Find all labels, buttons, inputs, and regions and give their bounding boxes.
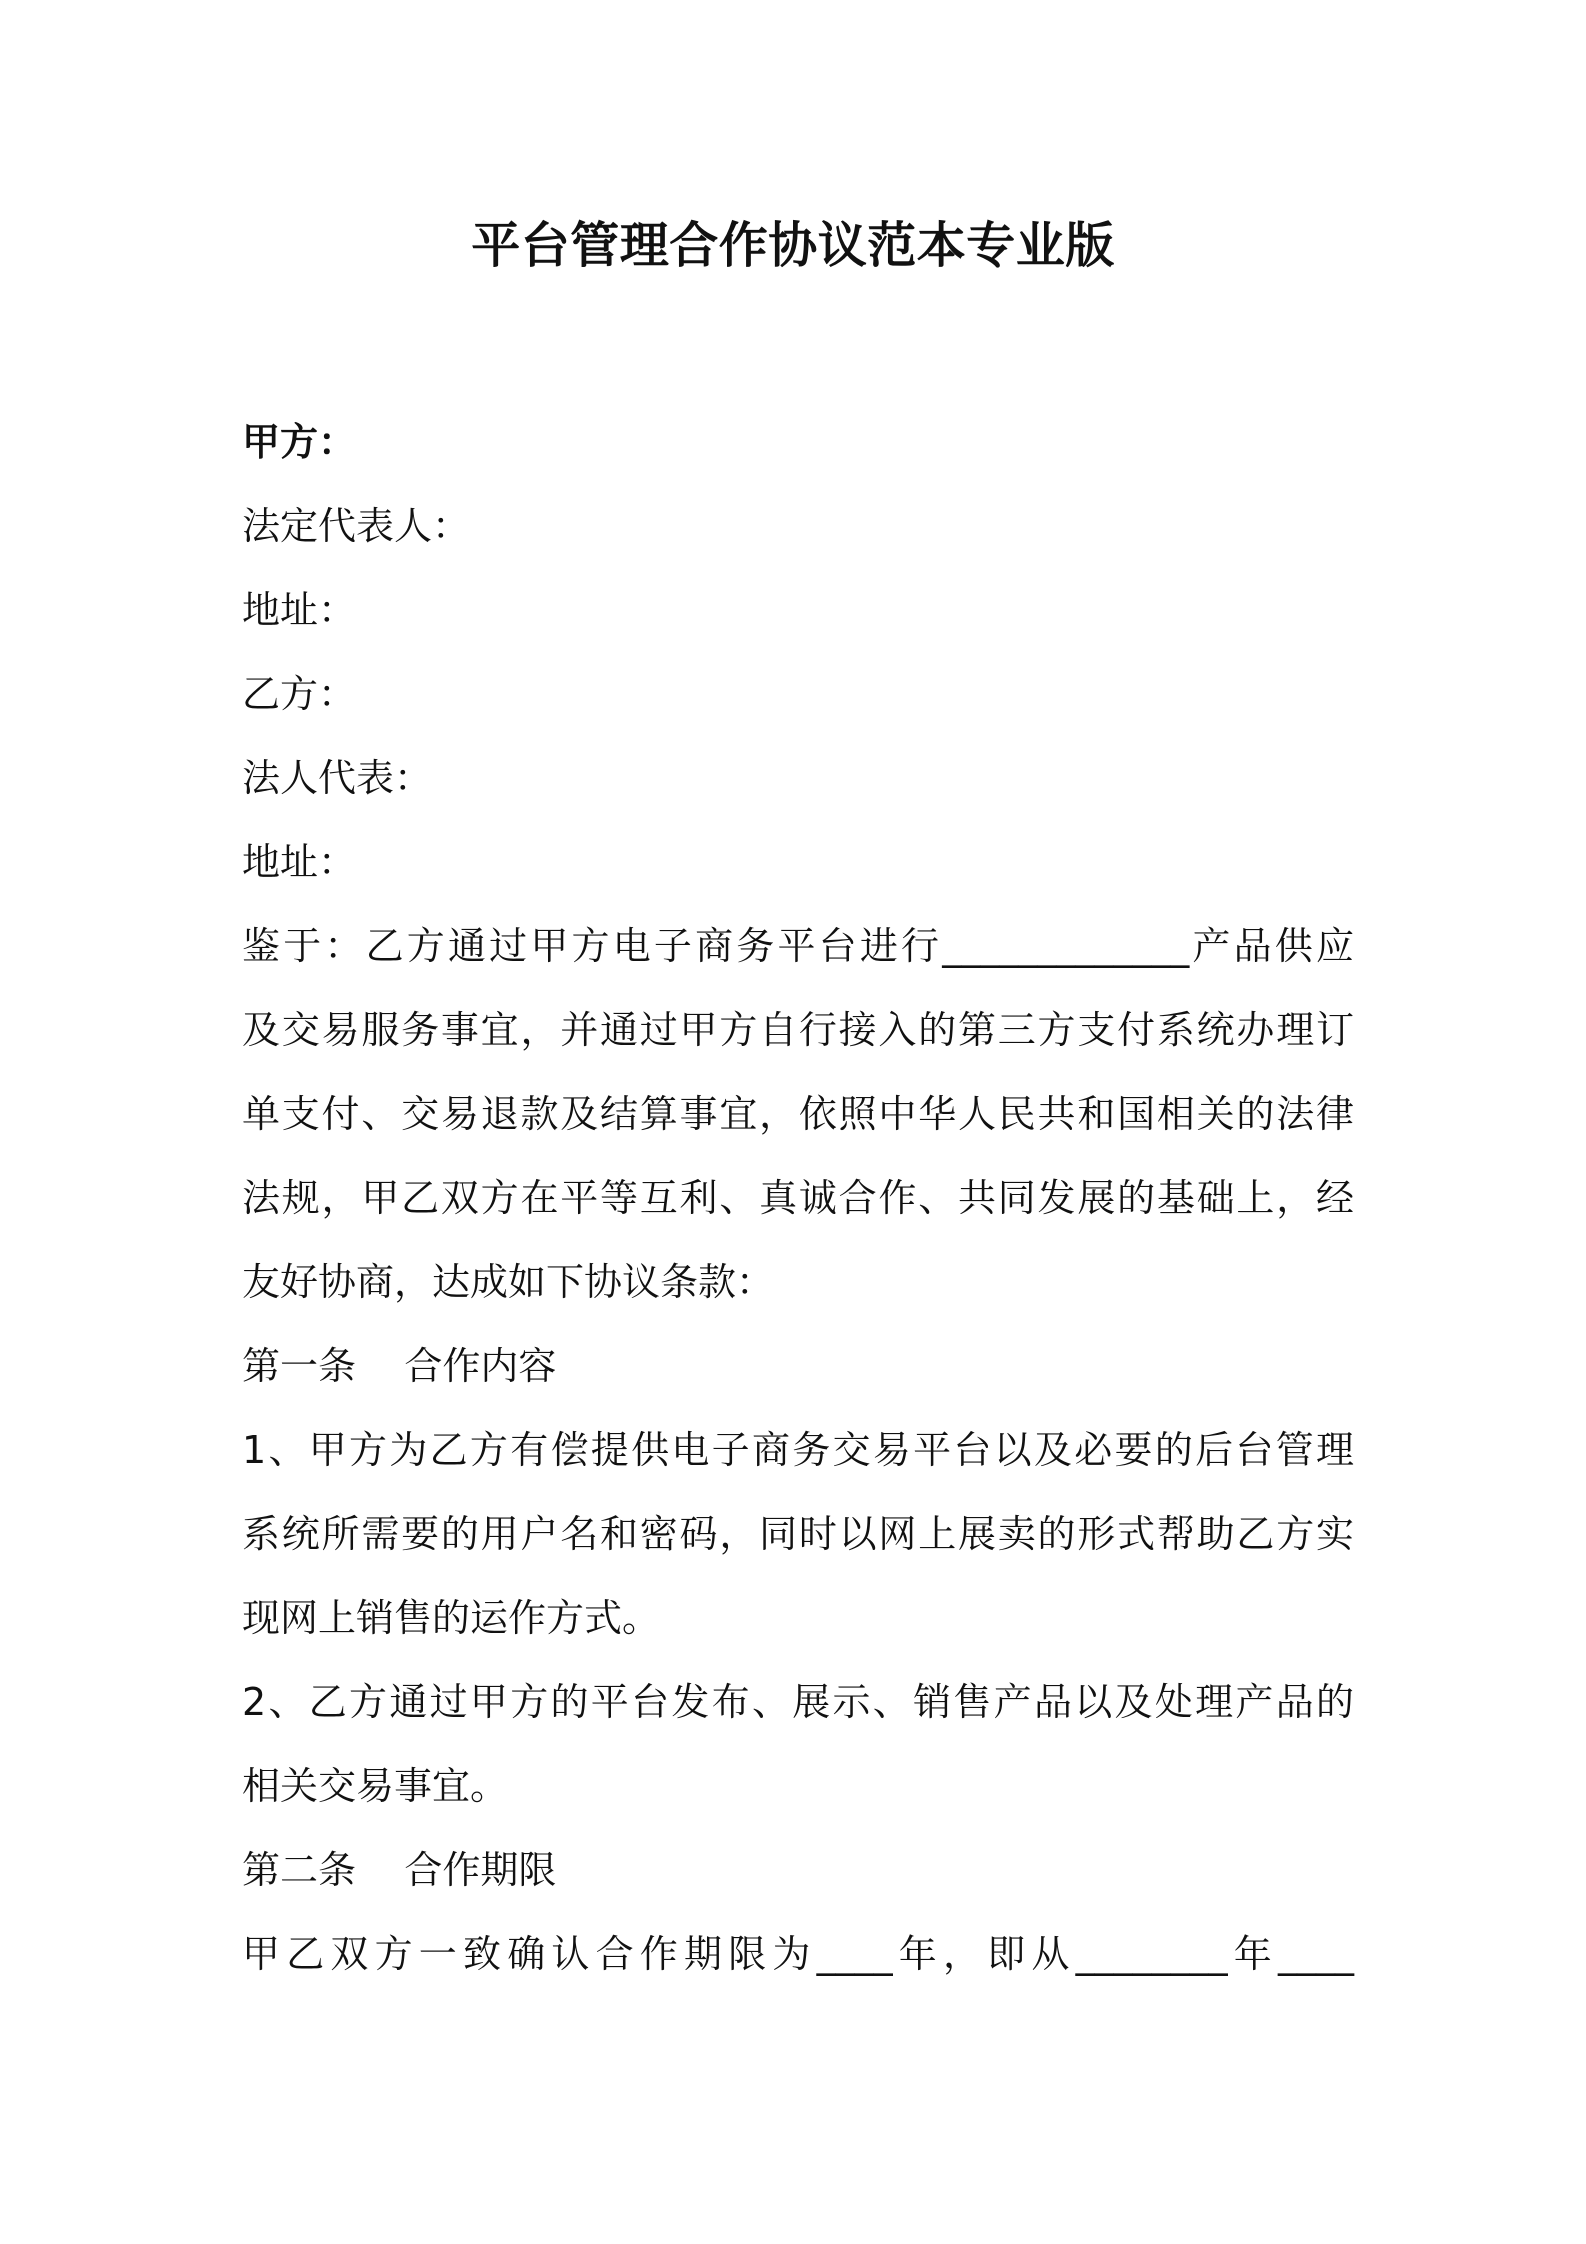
document-title: 平台管理合作协议范本专业版	[471, 217, 1115, 274]
recital-line-1: 鉴于：乙方通过甲方电子商务平台进行_____________产品供应	[242, 924, 1354, 968]
article-1-clause-1-line-2: 系统所需要的用户名和密码，同时以网上展卖的形式帮助乙方实	[242, 1512, 1354, 1556]
recital-line-5: 友好协商，达成如下协议条款：	[242, 1260, 775, 1304]
legal-representative-a-label: 法定代表人：	[242, 504, 471, 548]
address-b-label: 地址：	[242, 840, 357, 884]
article-1-clause-1-line-1: 1、甲方为乙方有偿提供电子商务交易平台以及必要的后台管理	[242, 1428, 1354, 1472]
address-a-label: 地址：	[242, 588, 357, 632]
article-2-line-1: 甲乙双方一致确认合作期限为____年，即从________年____	[242, 1932, 1354, 1976]
party-a-label: 甲方：	[242, 420, 357, 464]
article-1-clause-2-line-1: 2、乙方通过甲方的平台发布、展示、销售产品以及处理产品的	[242, 1680, 1354, 1724]
document-body	[242, 400, 1354, 1996]
recital-line-4: 法规，甲乙双方在平等互利、真诚合作、共同发展的基础上，经	[242, 1176, 1354, 1220]
legal-representative-b-label: 法人代表：	[242, 756, 433, 800]
article-1-heading: 第一条 合作内容	[242, 1344, 557, 1388]
article-2-heading: 第二条 合作期限	[242, 1848, 557, 1892]
article-1-clause-2-line-2: 相关交易事宜。	[242, 1764, 509, 1808]
party-b-label: 乙方：	[242, 672, 357, 716]
recital-line-3: 单支付、交易退款及结算事宜，依照中华人民共和国相关的法律	[242, 1092, 1354, 1136]
recital-line-2: 及交易服务事宜，并通过甲方自行接入的第三方支付系统办理订	[242, 1008, 1354, 1052]
article-1-clause-1-line-3: 现网上销售的运作方式。	[242, 1596, 661, 1640]
